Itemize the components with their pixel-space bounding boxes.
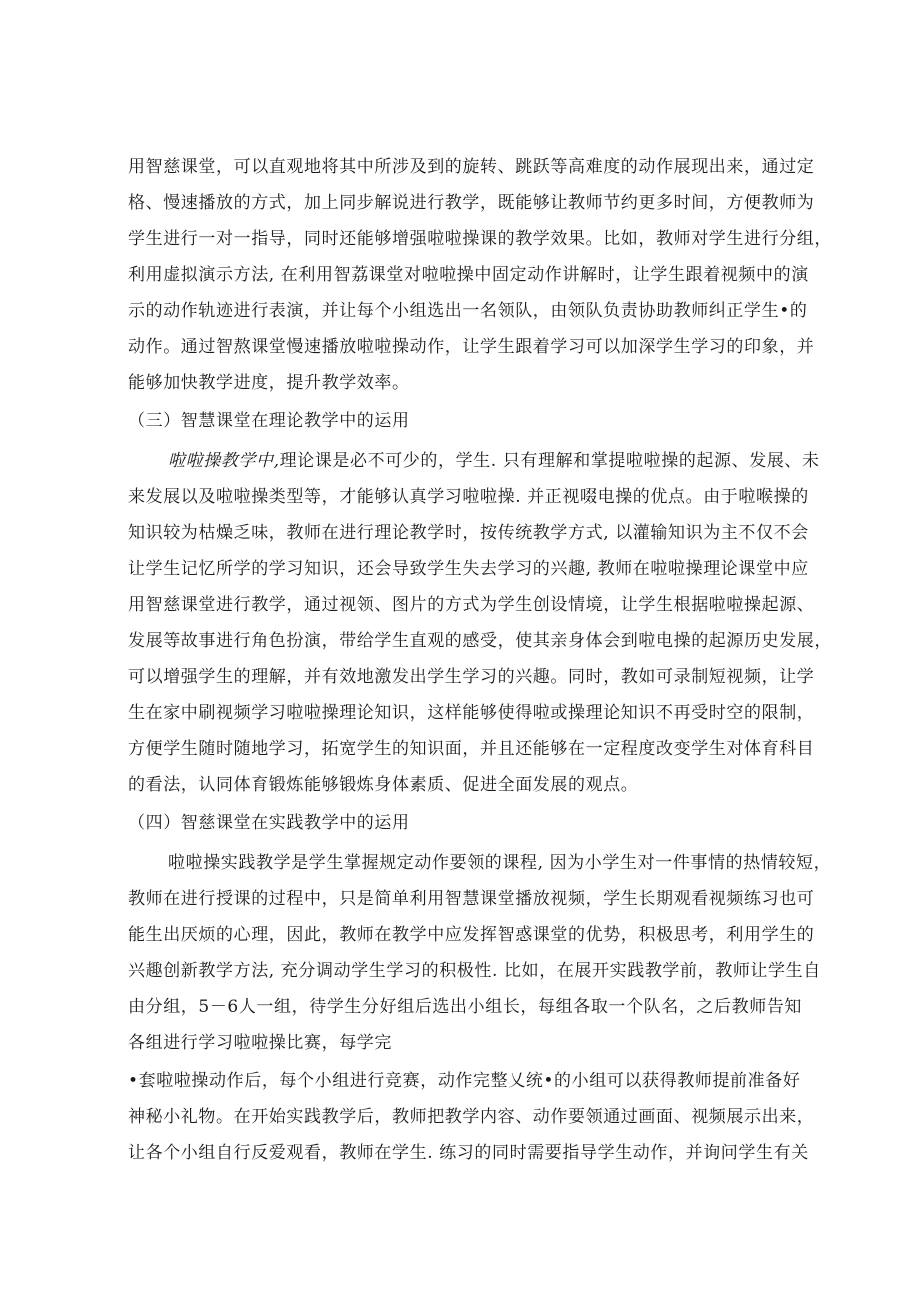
paragraph-line: 动作。通过智熬课堂慢速播放啦啦操动作，让学生跟着学习可以加深学生学习的印象，并 [128,337,815,357]
paragraph-line: 教师在进行授课的过程中，只是简单利用智慧课堂播放视频，学生长期观看视频练习也可 [128,889,815,909]
paragraph-line: 的看法，认同体育锻炼能够锻炼身体素质、促进全面发展的观点。 [128,775,639,795]
paragraph-line: 可以增强学生的理解，并有效地激发出学生学习的兴趣。同时，教如可录制短视频，让学 [128,667,815,687]
paragraph-line: 各组进行学习啦啦操比赛，每学完 [128,1033,392,1053]
paragraph-line: 利用虚拟演示方法, 在利用智荔课堂对啦啦操中固定动作讲解时，让学生跟着视频中的演 [128,265,809,285]
paragraph-line: 来发展以及啦啦操类型等，才能够认真学习啦啦操. 并正视啜电操的优点。由于啦喉操的 [128,487,809,507]
paragraph-line: 兴趣创新教学方法, 充分调动学生学习的积极性. 比如，在展开实践教学前，教师让学生自 [128,961,821,981]
paragraph-line: 发展等故事进行角色扮演，带给学生直观的感受，使其亲身体会到啦电操的起源历史发展， [128,631,832,651]
italic-lead: 啦啦操教学中, [168,451,280,471]
paragraph-line: 能够加快教学进度，提升教学效率。 [128,373,410,393]
paragraph-line: 生在家中刷视频学习啦啦操理论知识，这样能够使得啦或操理论知识不再受时空的限制， [128,703,815,723]
first-line-rest: 理论课是必不可少的，学生. 只有理解和掌提啦啦操的起源、发展、未 [279,451,820,471]
paragraph-line: 用智慈课堂进行教学，通过视领、图片的方式为学生创设情境，让学生根据啦啦操起源、 [128,595,815,615]
section-heading-3: （三）智慧课堂在理论教学中的运用 [128,411,410,431]
paragraph-line: 由分组，5－6人一组，待学生分好组后选出小组长，每组各取一个队名，之后教师告知 [128,997,803,1017]
paragraph-line: 用智慈课堂，可以直观地将其中所涉及到的旋转、跳跃等高难度的动作展现出来，通过定 [128,157,815,177]
paragraph-line: 学生进行一对一指导，同时还能够增强啦啦操课的教学效果。比如，教师对学生进行分组， [128,229,832,249]
paragraph-first-line: 啦啦操实践教学是学生掌握规定动作要领的课程, 因为小学生对一件事情的热情较短， [168,853,832,873]
paragraph-line: •套啦啦操动作后，每个小组进行竞赛，动作完整乂统•的小组可以获得教师提前准备好 [128,1071,801,1091]
paragraph-line: 能生出厌烦的心理，因此，教师在教学中应发挥智惑课堂的优势，积极思考，利用学生的 [128,925,815,945]
paragraph-line: 让各个小组自行反爱观看，教师在学生. 练习的同时需要指导学生动作，并询问学生有关 [128,1143,809,1163]
paragraph-line: 让学生记忆所学的学习知识，还会导致学生失去学习的兴趣, 教师在啦啦操理论课堂中应 [128,559,809,579]
section-heading-4: （四）智慈课堂在实践教学中的运用 [128,813,410,833]
paragraph-line: 神秘小礼物。在开始实践教学后，教师把教学内容、动作要领通过画面、视频展示出来， [128,1107,815,1127]
paragraph-line: 格、慢速播放的方式，加上同步解说进行教学，既能够让教师节约更多时间，方便教师为 [128,193,815,213]
paragraph-line: 方便学生随时随地学习，拓宽学生的知识面，并且还能够在一定程度改变学生对体育科目 [128,739,815,759]
paragraph-first-line [168,450,820,472]
paragraph-line: 知识较为枯燥乏味，教师在进行理论教学时，按传统教学方式, 以灌输知识为主不仅不会 [128,523,809,543]
paragraph-line: 示的动作轨迹进行表演，并让每个小组选出一名领队，由领队负责协助教师纠正学生•的 [128,301,808,321]
